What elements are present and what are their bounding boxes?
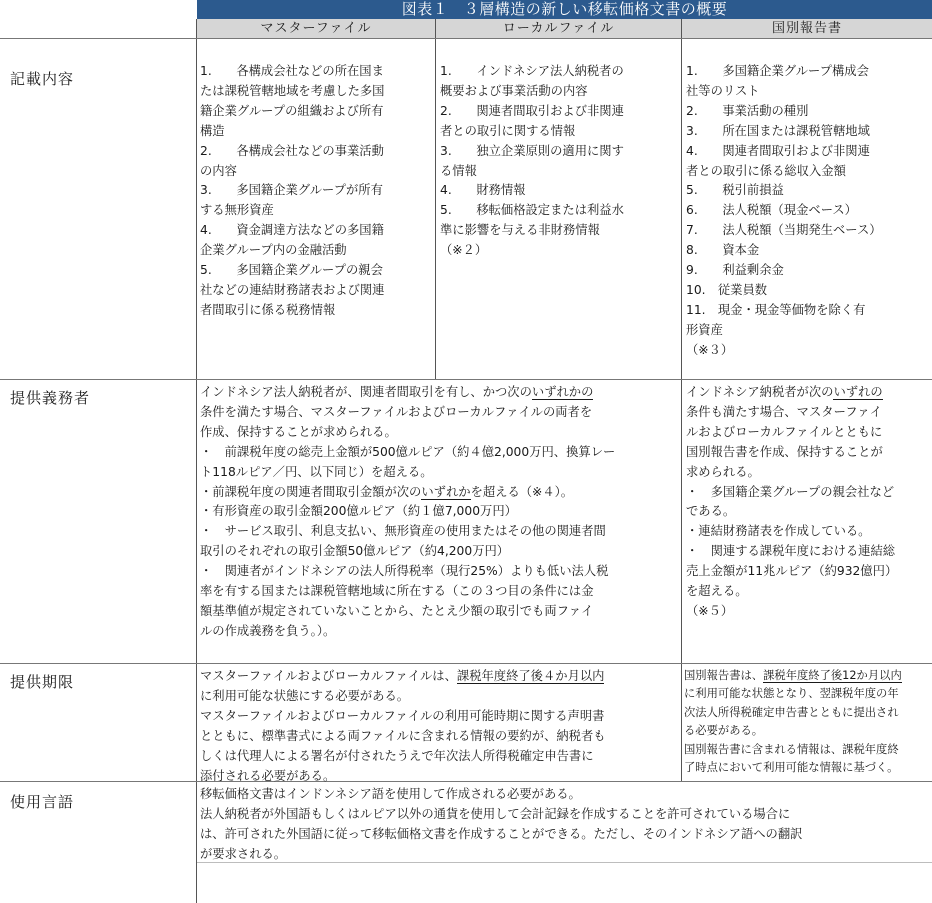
text-line: 取引のそれぞれの取引金額50億ルピア（約4,200万円） <box>200 544 510 559</box>
text-line: 2. 関連者間取引および非関連 <box>440 103 624 118</box>
text-line: 添付される必要がある。 <box>200 768 336 783</box>
text-line: 社などの連結財務諸表および関連 <box>200 282 385 297</box>
grid-line <box>0 379 932 380</box>
text-line: マスターファイルおよびローカルファイルの利用可能時期に関する声明書 <box>200 708 605 723</box>
text-line: 国別報告書を作成、保持することが <box>686 444 883 459</box>
text-line: ・ サービス取引、利息支払い、無形資産の使用またはその他の関連者間 <box>200 524 606 539</box>
text-line: 国別報告書に含まれる情報は、課税年度終 <box>684 742 899 756</box>
text-line: 了時点において利用可能な情報に基づく。 <box>684 761 899 775</box>
text-line: 7. 法人税額（当期発生ベース） <box>686 223 882 238</box>
text-line: 1. 多国籍企業グループ構成会 <box>686 64 869 78</box>
text-line: 概要および事業活動の内容 <box>440 83 588 98</box>
grid-line <box>681 19 682 781</box>
grid-line <box>0 663 932 664</box>
text-line: （※２） <box>440 243 488 258</box>
content-master-file <box>200 62 384 321</box>
table-title: 図表１ ３層構造の新しい移転価格文書の概要 <box>197 0 932 19</box>
text-line: 6. 法人税額（現金ベース） <box>686 203 857 218</box>
text-line: る情報 <box>440 163 477 178</box>
grid-line <box>435 19 436 379</box>
obligor-master-local <box>200 383 615 642</box>
obligor-left-line-1: インドネシア法人納税者が、関連者間取引を有し、かつ次のいずれかの <box>200 385 594 399</box>
text-line: ・ 関連者がインドネシアの法人所得税率（現行25%）よりも低い法人税 <box>200 564 609 579</box>
text-line: 4. 資金調達方法などの多国籍 <box>200 223 384 238</box>
deadline-left-line-1: マスターファイルおよびローカルファイルは、課税年度終了後４か月以内 <box>200 669 605 683</box>
text-line: しくは代理人による署名が付されたうえで年次法人所得税確定申告書に <box>200 748 594 763</box>
text-line: 11. 現金・現金等価物を除く有 <box>686 302 866 317</box>
obligor-cbc-report <box>686 383 897 622</box>
text-line: 4. 関連者間取引および非関連 <box>686 143 870 158</box>
text-line: が要求される。 <box>200 846 287 861</box>
text-line: 移転価格文書はインドンネシア語を使用して作成される必要がある。 <box>200 787 581 801</box>
text-line: 法人納税者が外国語もしくはルピア以外の通貨を使用して会計記録を作成することを許可されている場合に <box>200 806 791 821</box>
obligor-left-line-6: ・前課税年度の関連者間取引金額が次のいずれかを超える（※４）。 <box>200 484 574 499</box>
text-line: 2. 各構成会社などの事業活動 <box>200 143 384 158</box>
text-line: ・ 前課税年度の総売上金額が500億ルピア（約４億2,000万円、換算レー <box>200 444 616 459</box>
text-line: 5. 多国籍企業グループの親会 <box>200 263 383 278</box>
text-line: 者との取引に関する情報 <box>440 123 576 138</box>
grid-line <box>0 38 932 39</box>
row-label-language: 使用言語 <box>10 793 75 811</box>
text-line: ト118ルピア／円、以下同じ）を超える。 <box>200 464 433 479</box>
text-line: 者間取引に係る税務情報 <box>200 302 336 317</box>
text-line: の内容 <box>200 163 237 178</box>
text-line: ルの作成義務を負う。）。 <box>200 623 336 638</box>
text-line: 額基準値が規定されていないことから、たとえ少額の取引でも両ファイ <box>200 603 594 618</box>
text-line: に利用可能な状態にする必要がある。 <box>200 688 410 703</box>
deadline-master-local <box>200 667 606 786</box>
text-line: 形資産 <box>686 322 723 337</box>
text-line: 準に影響を与える非財務情報 <box>440 223 600 238</box>
text-line: 10. 従業員数 <box>686 282 768 297</box>
text-line: 1. インドネシア法人納税者の <box>440 64 624 78</box>
header-local-file: ローカルファイル <box>436 19 681 38</box>
grid-line <box>196 19 197 903</box>
text-line: （※５） <box>686 603 734 618</box>
deadline-cbc-report <box>684 667 902 777</box>
header-cbc-report: 国別報告書 <box>682 19 932 38</box>
row-label-obligor: 提供義務者 <box>10 389 91 407</box>
text-line: 籍企業グループの組織および所有 <box>200 103 384 118</box>
text-line: は、許可された外国語に従って移転価格文書を作成することができる。ただし、そのインドネシア語への翻訳 <box>200 826 803 841</box>
text-line: である。 <box>686 504 736 519</box>
text-line: る必要がある。 <box>684 724 764 738</box>
text-line: する無形資産 <box>200 203 274 218</box>
row-label-content: 記載内容 <box>10 70 75 88</box>
text-line: 2. 事業活動の種別 <box>686 103 809 118</box>
text-line: ・ 多国籍企業グループの親会社など <box>686 484 895 499</box>
text-line: に利用可能な状態となり、翌課税年度の年 <box>684 687 899 701</box>
language-text <box>200 785 802 865</box>
obligor-right-line-1: インドネシア納税者が次のいずれの <box>686 385 883 399</box>
text-line: ・ 関連する課税年度における連結総 <box>686 544 896 559</box>
text-line: を超える。 <box>686 584 748 599</box>
text-line: 条件を満たす場合、マスターファイルおよびローカルファイルの両者を <box>200 404 593 419</box>
text-line: 9. 利益剰余金 <box>686 263 784 278</box>
text-line: （※３） <box>686 342 734 357</box>
text-line: 率を有する国または課税管轄地域に所在する（この３つ目の条件には金 <box>200 584 594 599</box>
text-line: 企業グループ内の金融活動 <box>200 243 347 258</box>
text-line: 1. 各構成会社などの所在国ま <box>200 64 384 78</box>
text-line: たは課税管轄地域を考慮した多国 <box>200 83 385 98</box>
text-line: 作成、保持することが求められる。 <box>200 424 397 439</box>
content-cbc-report <box>686 62 882 361</box>
text-line: とともに、標準書式による両ファイルに含まれる情報の要約が、納税者も <box>200 728 606 743</box>
header-master-file: マスターファイル <box>197 19 435 38</box>
text-line: 売上金額が11兆ルピア（約932億円） <box>686 564 898 579</box>
row-label-deadline: 提供期限 <box>10 673 75 691</box>
text-line: ・有形資産の取引金額200億ルピア（約１億7,000万円） <box>200 504 517 519</box>
text-line: 3. 多国籍企業グループが所有 <box>200 183 383 198</box>
text-line: 次法人所得税確定申告書とともに提出され <box>684 705 899 719</box>
text-line: 5. 移転価格設定または利益水 <box>440 203 624 218</box>
text-line: 5. 税引前損益 <box>686 183 784 198</box>
text-line: 構造 <box>200 123 225 138</box>
text-line: 求められる。 <box>686 464 760 479</box>
text-line: 社等のリスト <box>686 83 760 98</box>
deadline-right-line-1: 国別報告書は、課税年度終了後12か月以内 <box>684 669 902 682</box>
text-line: ・連結財務諸表を作成している。 <box>686 524 871 539</box>
text-line: 4. 財務情報 <box>440 183 526 198</box>
text-line: 3. 所在国または課税管轄地域 <box>686 123 870 138</box>
text-line: ルおよびローカルファイルとともに <box>686 424 883 439</box>
text-line: 者との取引に係る総収入金額 <box>686 163 846 178</box>
text-line: 条件も満たす場合、マスターファイ <box>686 404 882 419</box>
text-line: 3. 独立企業原則の適用に関す <box>440 143 624 158</box>
text-line: 8. 資本金 <box>686 243 760 258</box>
content-local-file <box>440 62 624 261</box>
